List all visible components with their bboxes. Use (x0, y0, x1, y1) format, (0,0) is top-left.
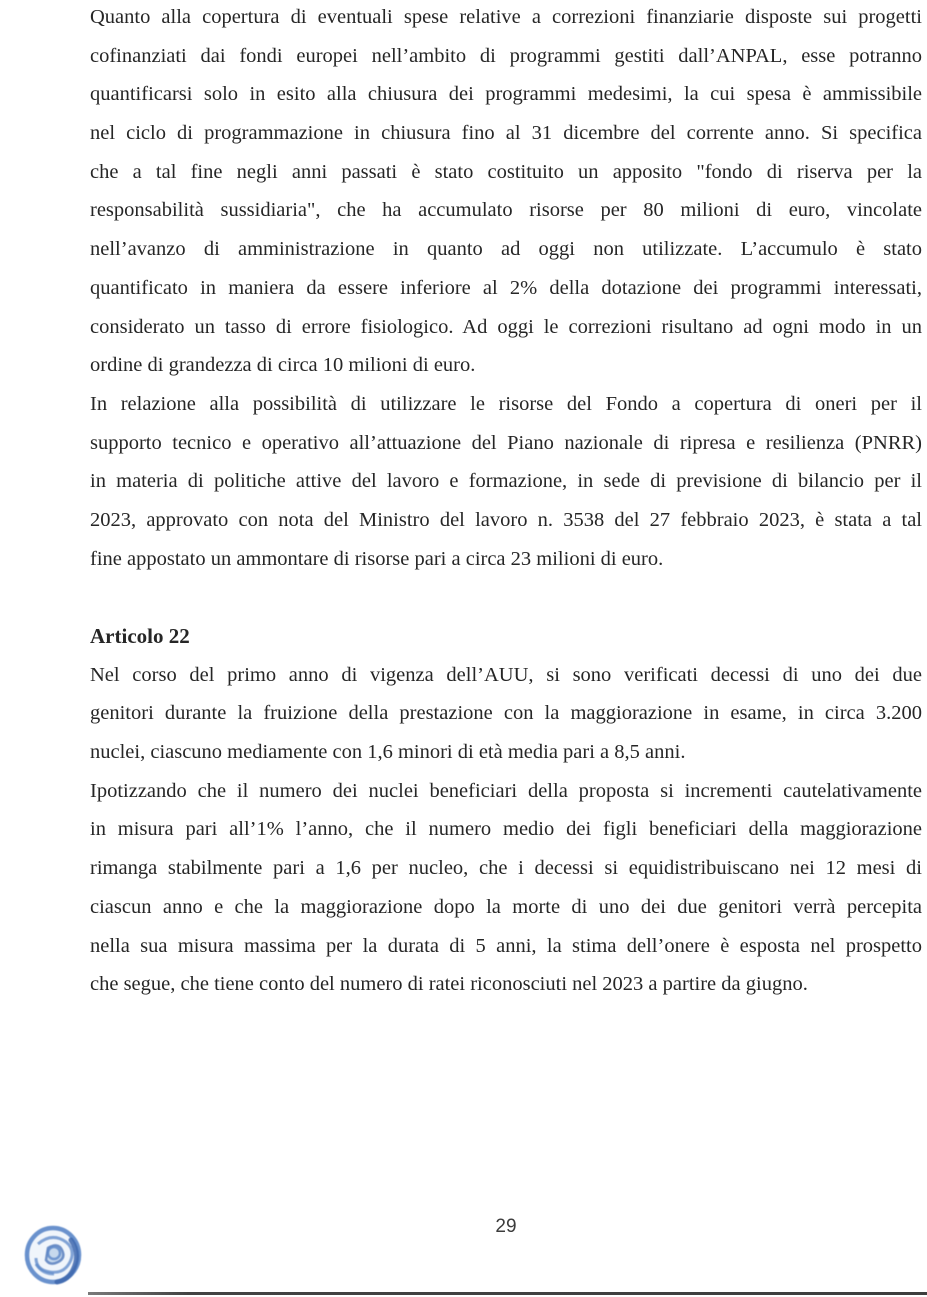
institution-stamp-icon (24, 1224, 84, 1286)
text-line: nella sua misura massima per la durata di 5 anni, la stima dell’onere è esposta nel prospetto (90, 934, 922, 957)
document-text (90, 0, 922, 1004)
text-line: ordine di grandezza di circa 10 milioni di euro. (90, 354, 476, 377)
text-line: rimanga stabilmente pari a 1,6 per nucleo, che i decessi si equidistribuiscano nei 12 mesi di (90, 857, 922, 880)
text-line: ciascun anno e che la maggiorazione dopo la morte di uno dei due genitori verrà percepita (90, 895, 922, 918)
text-line: 2023, approvato con nota del Ministro del lavoro n. 3538 del 27 febbraio 2023, è stata a tal (90, 508, 922, 531)
text-line: genitori durante la fruizione della prestazione con la maggiorazione in esame, in circa 3.200 (90, 702, 922, 725)
text-line: Quanto alla copertura di eventuali spese relative a correzioni finanziarie disposte sui progetti (90, 6, 922, 28)
text-line: quantificarsi solo in esito alla chiusura dei programmi medesimi, la cui spesa è ammissibile (90, 83, 922, 106)
text-line: fine appostato un ammontare di risorse pari a circa 23 milioni di euro. (90, 547, 664, 570)
text-line: nuclei, ciascuno mediamente con 1,6 minori di età media pari a 8,5 anni. (90, 741, 686, 764)
text-line: Nel corso del primo anno di vigenza dell’AUU, si sono verificati decessi di uno dei due (90, 663, 922, 686)
text-line: nel ciclo di programmazione in chiusura fino al 31 dicembre del corrente anno. Si specifica (90, 122, 922, 145)
text-line: considerato un tasso di errore fisiologico. Ad oggi le correzioni risultano ad ogni modo in un (90, 315, 922, 338)
text-line: cofinanziati dai fondi europei nell’ambito di programmi gestiti dall’ANPAL, esse potranno (90, 44, 922, 67)
text-line: in materia di politiche attive del lavoro e formazione, in sede di previsione di bilancio per il (90, 470, 922, 493)
text-line: In relazione alla possibilità di utilizzare le risorse del Fondo a copertura di oneri per il (90, 392, 922, 415)
page-number: 29 (495, 1216, 517, 1237)
text-line: che segue, che tiene conto del numero di ratei riconosciuti nel 2023 a partire da giugno. (90, 973, 808, 996)
text-line: Ipotizzando che il numero dei nuclei beneficiari della proposta si incrementi cautelativamente (90, 779, 922, 802)
blank-line (90, 578, 922, 617)
text-line: responsabilità sussidiaria", che ha accumulato risorse per 80 milioni di euro, vincolate (90, 199, 922, 222)
text-line: supporto tecnico e operativo all’attuazione del Piano nazionale di ripresa e resilienza (PNRR) (90, 431, 922, 454)
text-line: che a tal fine negli anni passati è stato costituito un apposito "fondo di riserva per la (90, 160, 922, 183)
text-line: nell’avanzo di amministrazione in quanto ad oggi non utilizzate. L’accumulo è stato (90, 238, 922, 261)
section-heading: Articolo 22 (90, 624, 190, 648)
text-line: in misura pari all’1% l’anno, che il numero medio dei figli beneficiari della maggiorazione (90, 818, 922, 841)
text-line: quantificato in maniera da essere inferiore al 2% della dotazione dei programmi interessati, (90, 276, 922, 299)
page-bottom-edge (88, 1292, 927, 1295)
